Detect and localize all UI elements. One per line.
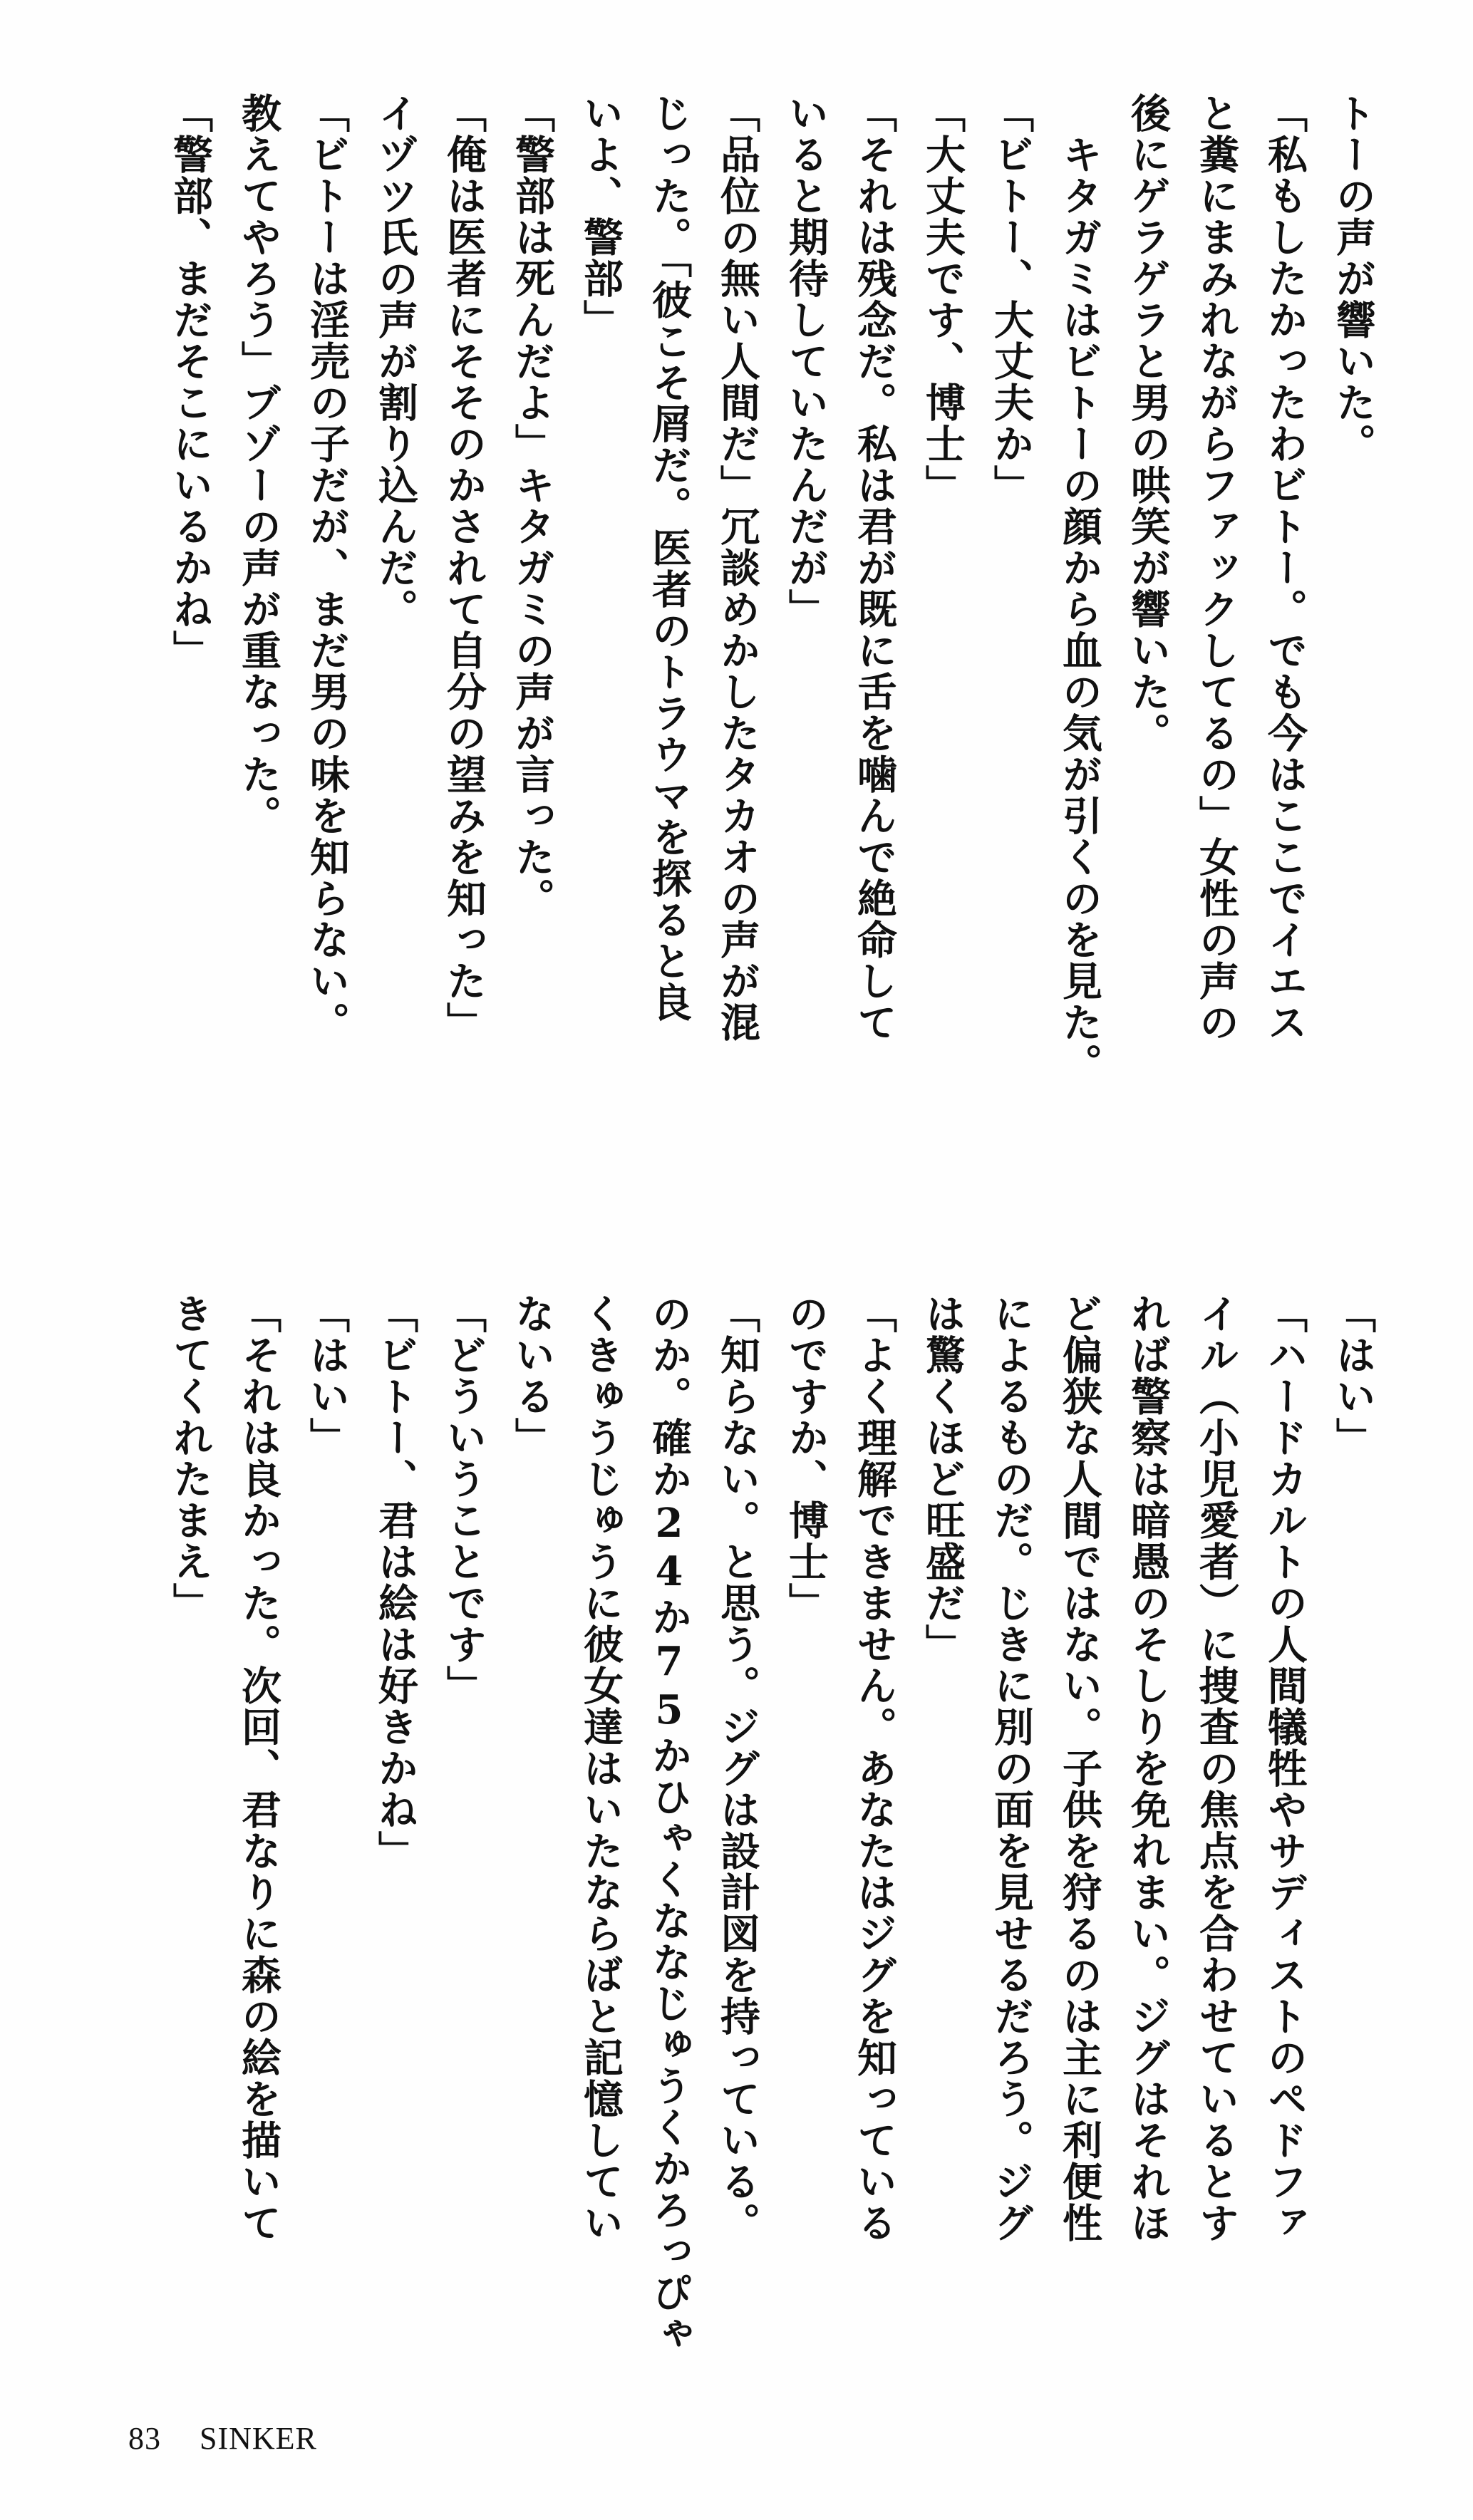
text-column: じった。「彼こそ屑だ。医者のトラウマを探ると良 <box>646 93 693 1023</box>
text-column: 「警部、まだそこにいるかね」 <box>167 93 214 671</box>
text-column: 「はい」 <box>304 1293 351 1458</box>
text-column: くきゅうじゅうに彼女達はいたならばと記憶してい <box>577 1293 624 2244</box>
text-column: キタガミはビトーの顔から血の気が引くのを見た。 <box>1056 93 1103 1084</box>
text-column: イヅツ氏の声が割り込んだ。 <box>372 93 419 630</box>
text-column: 「ビトーは淫売の子だが、まだ男の味を知らない。 <box>304 93 351 1043</box>
text-column: 「ハードカルトの人間犠牲やサディストのペドファ <box>1261 1293 1308 2244</box>
text-column: イル（小児愛者）に捜査の焦点を合わせているとす <box>1193 1293 1240 2244</box>
text-column: ど偏狭な人間ではない。子供を狩るのは主に利便性 <box>1056 1293 1103 2244</box>
text-column: れば警察は暗愚のそしりを免れまい。ジグはそれほ <box>1125 1293 1172 2244</box>
text-column: いよ、警部」 <box>577 93 624 341</box>
text-column: 「どういうことです」 <box>440 1293 487 1706</box>
text-column: 「品位の無い人間だ」冗談めかしたタカオの声が混 <box>714 93 761 1043</box>
text-column: 「警部は死んだよ」キタガミの声が言った。 <box>509 93 556 919</box>
page-footer <box>128 2420 317 2457</box>
text-column: 「俺は医者にそそのかされて自分の望みを知った」 <box>440 93 487 1043</box>
text-column: 「ビトー、君は絵は好きかね」 <box>372 1293 419 1872</box>
lower-text-block <box>156 1293 1387 2362</box>
text-column: トーの声が響いた。 <box>1330 93 1377 465</box>
text-column: は驚くほど旺盛だ」 <box>919 1293 966 1665</box>
text-column: きてくれたまえ」 <box>167 1293 214 1624</box>
text-column: のか。確か24か75かひゃくななじゅうくかろっぴゃ <box>646 1293 693 2355</box>
text-column: 「私もしたかったわビトー。でも今はここでイエス <box>1261 93 1308 1043</box>
text-column: 「それは残念だ。私は君が既に舌を噛んで絶命して <box>851 93 898 1043</box>
page-number: 83 <box>128 2421 161 2456</box>
text-column: 「はい」 <box>1330 1293 1377 1458</box>
text-column: と糞にまみれながらファックしてるの」女性の声の <box>1193 93 1240 1043</box>
text-column: 後にゲラゲラと男の哄笑が響いた。 <box>1125 93 1172 754</box>
text-column: 「ビトー、大丈夫か」 <box>988 93 1035 506</box>
text-column: 「大丈夫です、博士」 <box>919 93 966 506</box>
text-column: ないる」 <box>509 1293 556 1458</box>
text-column: いると期待していたんだが」 <box>782 93 829 630</box>
book-title: SINKER <box>200 2421 317 2456</box>
text-column: 「それは良かった。次回、君なりに森の絵を描いて <box>235 1293 282 2244</box>
upper-text-block <box>156 93 1387 1161</box>
text-column: のですか、博士」 <box>782 1293 829 1624</box>
text-column: 「知らない。と思う。ジグは設計図を持っている。 <box>714 1293 761 2244</box>
text-column: 教えてやろう」ブゾーの声が重なった。 <box>235 93 282 836</box>
text-column: によるものだ。じきに別の面を見せるだろう。ジグ <box>988 1293 1035 2244</box>
text-column: 「よく理解できません。あなたはジグを知っている <box>851 1293 898 2244</box>
